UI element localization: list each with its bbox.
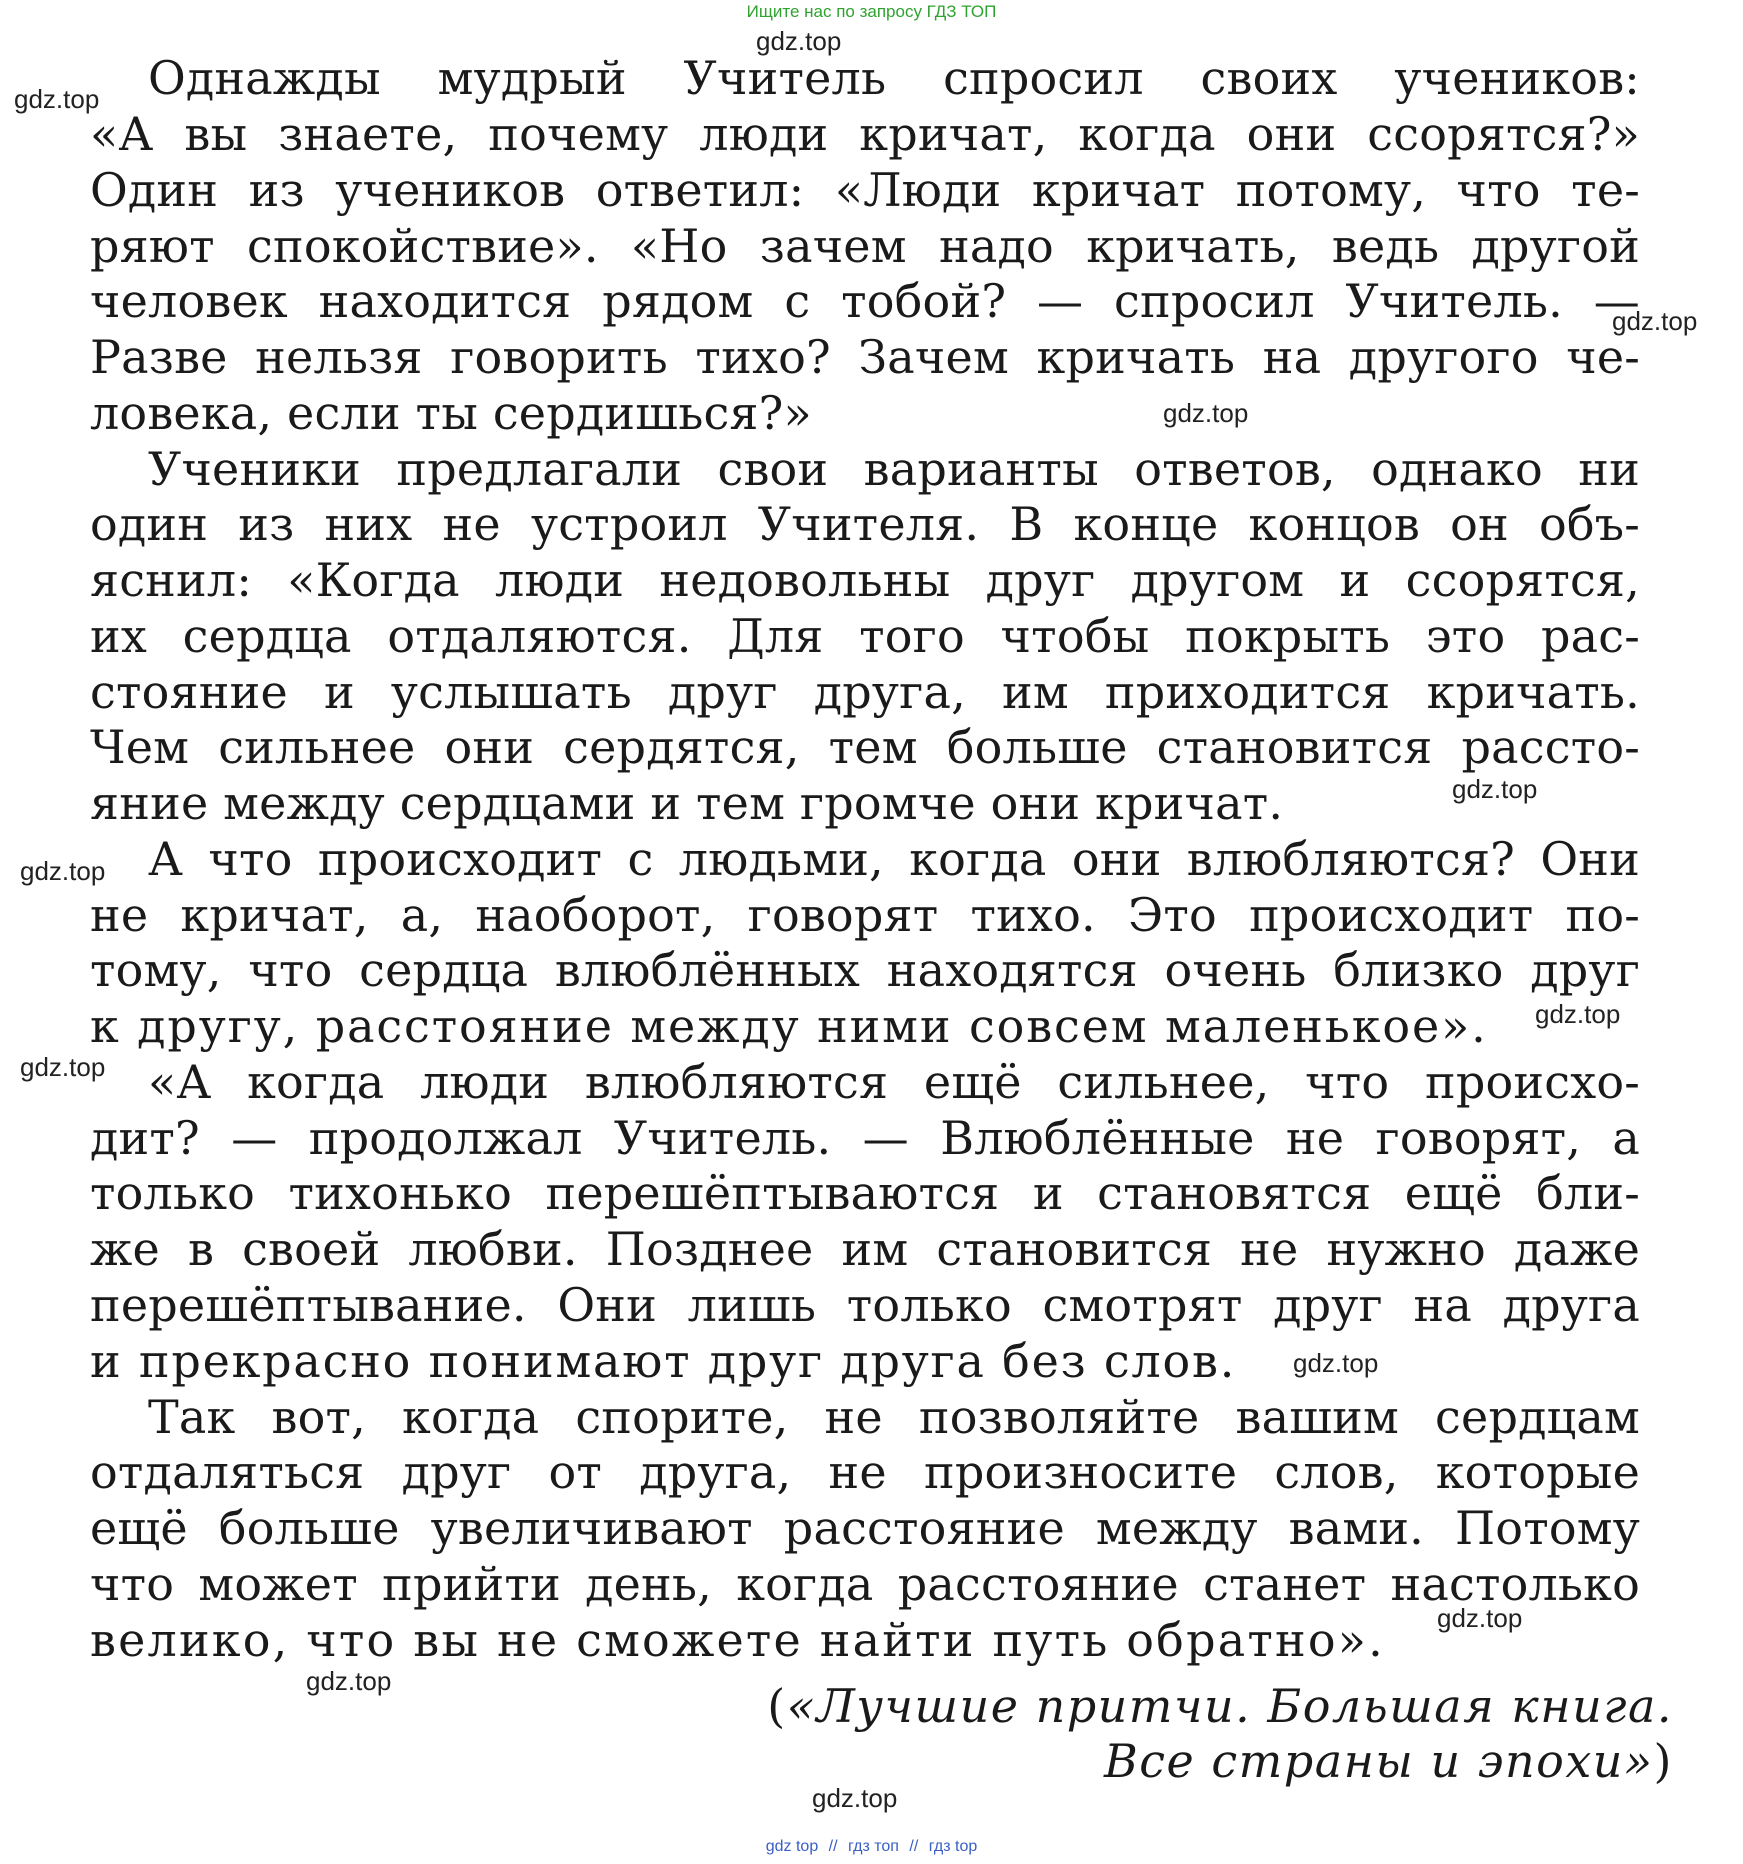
source-open-paren: ( [767,1679,787,1733]
watermark: gdz.top [20,1052,106,1082]
text-line: Один из учеников ответил: «Люди кричат потому, что те- [90,163,1640,217]
text-line: ловека, если ты сердишься?» [90,386,812,440]
text-line: только тихонько перешёптываются и становятся ещё бли- [90,1166,1640,1220]
watermark: gdz.top [1293,1348,1379,1378]
footer-links [0,1838,1743,1856]
source-close-paren: ) [1653,1734,1673,1788]
text-line: что может прийти день, когда расстояние станет настолько [90,1557,1640,1611]
text-line: Разве нельзя говорить тихо? Зачем кричать на другого че- [90,330,1640,384]
footer-link-gdz-top-mixed[interactable]: гдз top [928,1838,978,1855]
header-banner[interactable]: Ищите нас по запросу ГДЗ ТОП [746,2,997,21]
text-line: Однажды мудрый Учитель спросил своих учеников: [148,51,1640,105]
text-line: перешёптывание. Они лишь только смотрят друг на друга [90,1278,1640,1332]
text-line: и прекрасно понимают друг друга без слов. [90,1334,1237,1388]
text-line: один из них не устроил Учителя. В конце концов он объ- [90,497,1640,551]
watermark: gdz.top [1163,398,1249,428]
text-line: отдаляться друг от друга, не произносите слов, которые [90,1445,1640,1499]
source-line-1 [767,1678,1673,1734]
footer-link-gdz-top-ru[interactable]: гдз топ [848,1838,899,1855]
text-line: Чем сильнее они сердятся, тем больше становится рассто- [90,720,1640,774]
text-line: же в своей любви. Позднее им становится не нужно даже [90,1222,1640,1276]
text-line: человек находится рядом с тобой? — спросил Учитель. — [90,274,1640,328]
source-line-2 [1104,1733,1673,1789]
footer-separator: // [828,1838,838,1855]
footer-separator: // [909,1838,919,1855]
watermark: gdz.top [1437,1603,1523,1633]
source-subtitle: Все страны и эпохи» [1103,1734,1654,1788]
text-line: к другу, расстояние между ними совсем маленькое». [90,999,1488,1053]
watermark: gdz.top [812,1783,898,1813]
text-line: велико, что вы не сможете найти путь обратно». [90,1613,1385,1667]
watermark: gdz.top [756,26,842,56]
text-line: А что происходит с людьми, когда они влюбляются? Они [148,832,1640,886]
watermark: gdz.top [1452,774,1538,804]
text-line: яние между сердцами и тем громче они кричат. [90,776,1284,830]
watermark: gdz.top [306,1666,392,1696]
text-line: ещё больше увеличивают расстояние между вами. Потому [90,1501,1640,1555]
text-line: ряют спокойствие». «Но зачем надо кричать, ведь другой [90,219,1640,273]
text-line: стояние и услышать друг друга, им приходится кричать. [90,665,1640,719]
text-line: тому, что сердца влюблённых находятся очень близко друг [90,943,1640,997]
watermark: gdz.top [20,856,106,886]
text-line: «А вы знаете, почему люди кричат, когда они ссорятся?» [90,107,1640,161]
text-line: яснил: «Когда люди недовольны друг другом и ссорятся, [90,553,1640,607]
text-line: их сердца отдаляются. Для того чтобы покрыть это рас- [90,609,1640,663]
source-title: «Лучшие притчи. Большая книга. [786,1679,1673,1733]
text-line: дит? — продолжал Учитель. — Влюблённые не говорят, а [90,1111,1640,1165]
text-line: не кричат, а, наоборот, говорят тихо. Это происходит по- [90,888,1640,942]
text-line: «А когда люди влюбляются ещё сильнее, что происхо- [148,1055,1640,1109]
text-line: Так вот, когда спорите, не позволяйте вашим сердцам [148,1390,1640,1444]
footer-link-gdz-top[interactable]: gdz top [765,1838,819,1855]
text-line: Ученики предлагали свои варианты ответов, однако ни [148,442,1640,496]
watermark: gdz.top [1535,999,1621,1029]
watermark: gdz.top [1612,306,1698,336]
watermark: gdz.top [14,84,100,114]
